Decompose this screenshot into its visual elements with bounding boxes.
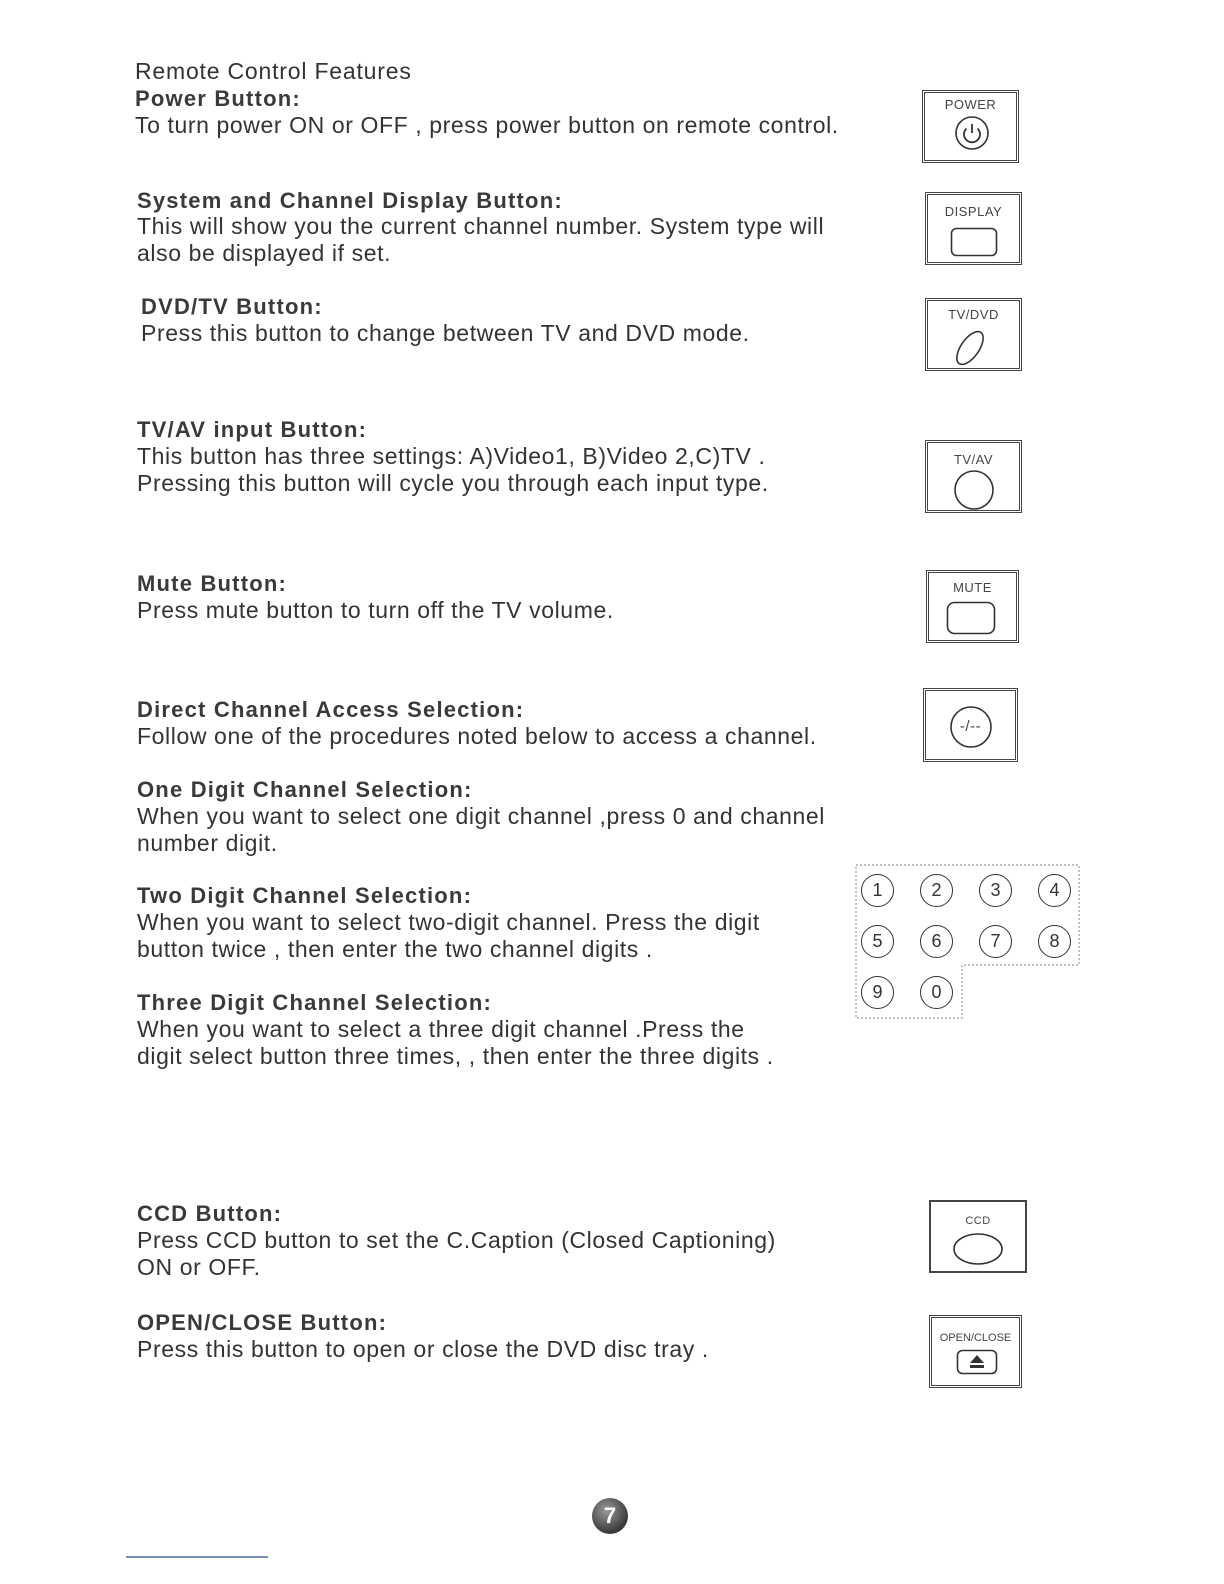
digit-4-icon: 4	[1038, 874, 1071, 907]
mute-text-1: Press mute button to turn off the TV volume.	[137, 597, 614, 623]
power-button-illustration	[922, 90, 1019, 163]
digit-7-icon: 7	[979, 925, 1012, 958]
mute-heading: Mute Button:	[137, 571, 288, 596]
circle-icon	[952, 468, 996, 512]
rounded-rect-icon	[946, 601, 996, 635]
tvav-button-label: TV/AV	[953, 452, 994, 467]
eject-icon	[956, 1349, 998, 1375]
digit-0-icon: 0	[920, 976, 953, 1009]
one-digit-text-1: When you want to select one digit channel ,press 0 and channel	[137, 803, 826, 829]
digit-3-icon: 3	[979, 874, 1012, 907]
openclose-text-1: Press this button to open or close the DVD disc tray .	[137, 1336, 709, 1362]
two-digit-text-2: button twice , then enter the two channel digits .	[137, 936, 653, 962]
openclose-button-label: OPEN/CLOSE	[939, 1332, 1012, 1344]
display-button-illustration	[925, 192, 1022, 265]
mute-button-label: MUTE	[953, 580, 992, 595]
ccd-button-label: CCD	[965, 1215, 991, 1227]
three-digit-text-1: When you want to select a three digit channel .Press the	[137, 1016, 745, 1042]
power-text-1: To turn power ON or OFF , press power button on remote control.	[135, 112, 839, 138]
slanted-oval-icon	[950, 327, 990, 369]
number-keypad-illustration	[855, 864, 1080, 1020]
three-digit-text-2: digit select button three times, , then enter the three digits .	[137, 1043, 774, 1069]
two-digit-heading: Two Digit Channel Selection:	[137, 883, 473, 908]
power-icon	[954, 115, 990, 151]
display-button-label: DISPLAY	[944, 204, 1003, 219]
one-digit-heading: One Digit Channel Selection:	[137, 777, 473, 802]
tvav-text-2: Pressing this button will cycle you through each input type.	[137, 470, 769, 496]
power-heading: Power Button:	[135, 86, 301, 111]
footer-divider	[126, 1556, 268, 1558]
digit-9-icon: 9	[861, 976, 894, 1009]
ccd-text-2: ON or OFF.	[137, 1254, 261, 1280]
direct-button-illustration	[923, 688, 1018, 762]
direct-button-label: -/--	[959, 718, 982, 735]
page-title: Remote Control Features	[135, 58, 412, 84]
display-heading: System and Channel Display Button:	[137, 188, 563, 213]
tvav-text-1: This button has three settings: A)Video1, B)Video 2,C)TV .	[137, 443, 766, 469]
page-number-badge: 7	[592, 1498, 628, 1534]
tvav-heading: TV/AV input Button:	[137, 417, 368, 442]
dvdtv-text-1: Press this button to change between TV and DVD mode.	[141, 320, 750, 346]
three-digit-heading: Three Digit Channel Selection:	[137, 990, 493, 1015]
openclose-heading: OPEN/CLOSE Button:	[137, 1310, 388, 1335]
tvdvd-button-label: TV/DVD	[948, 307, 999, 322]
ccd-heading: CCD Button:	[137, 1201, 283, 1226]
digit-1-icon: 1	[861, 874, 894, 907]
dvdtv-heading: DVD/TV Button:	[141, 294, 323, 319]
oval-icon	[952, 1232, 1004, 1266]
one-digit-text-2: number digit.	[137, 830, 278, 856]
display-text-1: This will show you the current channel number. System type will	[137, 213, 825, 239]
tvav-button-illustration	[925, 440, 1022, 513]
mute-button-illustration	[926, 570, 1019, 643]
direct-heading: Direct Channel Access Selection:	[137, 697, 525, 722]
power-button-label: POWER	[944, 97, 997, 112]
digit-2-icon: 2	[920, 874, 953, 907]
ccd-text-1: Press CCD button to set the C.Caption (Closed Captioning)	[137, 1227, 776, 1253]
tvdvd-button-illustration	[925, 298, 1022, 371]
direct-text-1: Follow one of the procedures noted below to access a channel.	[137, 723, 817, 749]
digit-8-icon: 8	[1038, 925, 1071, 958]
ccd-button-illustration	[929, 1200, 1027, 1273]
two-digit-text-1: When you want to select two-digit channel. Press the digit	[137, 909, 760, 935]
openclose-button-illustration	[929, 1315, 1022, 1388]
digit-5-icon: 5	[861, 925, 894, 958]
display-text-2: also be displayed if set.	[137, 240, 392, 266]
rounded-rect-icon	[950, 227, 998, 257]
digit-6-icon: 6	[920, 925, 953, 958]
